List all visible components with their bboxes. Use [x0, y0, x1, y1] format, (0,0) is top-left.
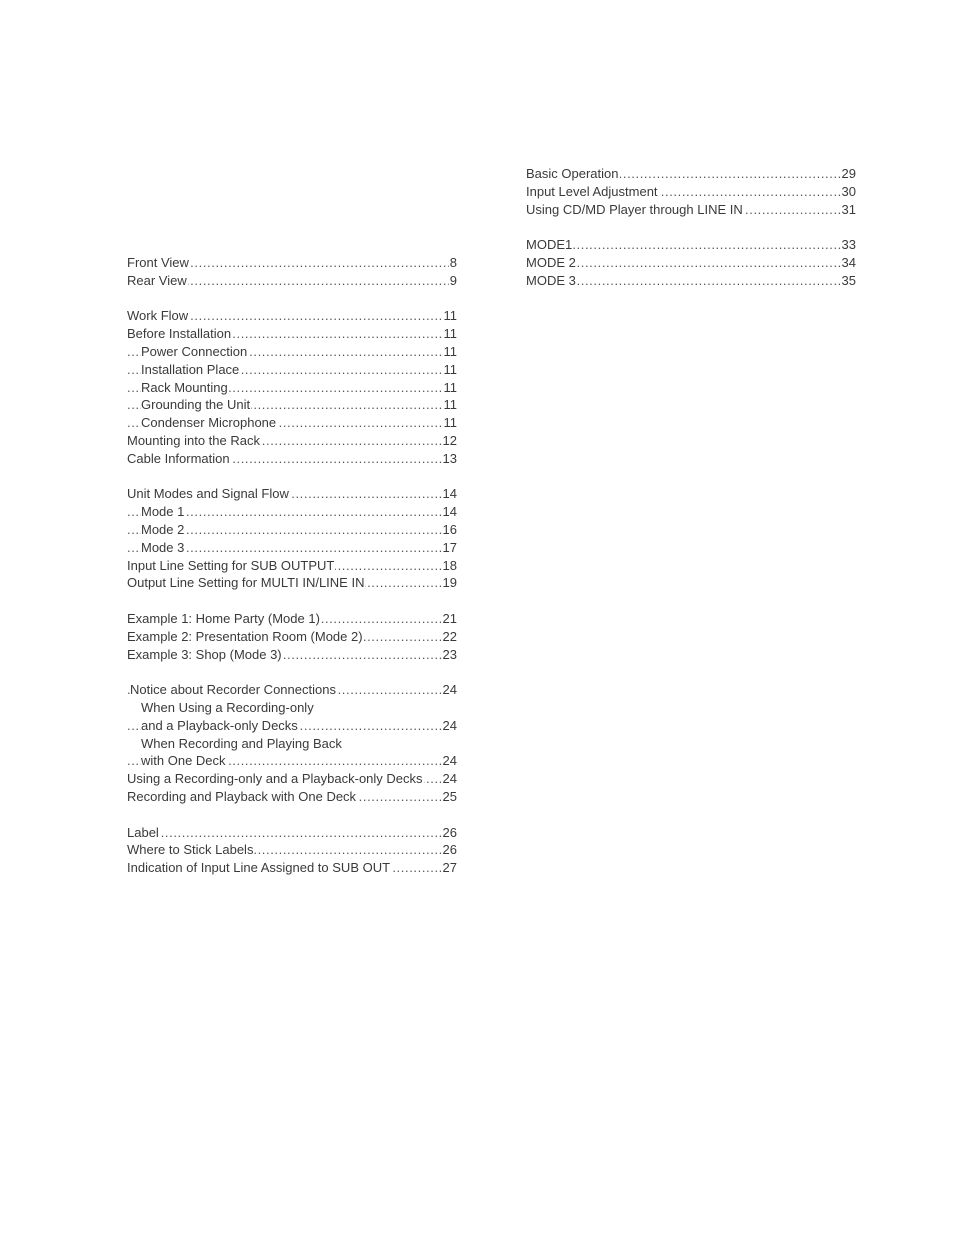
toc-page-number: 13: [442, 450, 457, 466]
toc-page-number: 25: [442, 788, 457, 804]
toc-page-number: 34: [841, 254, 856, 270]
toc-page-number: 35: [841, 272, 856, 288]
toc-entry-title: Condenser Microphone: [141, 415, 277, 431]
toc-entry-recording-and-playback-with-one-deck[interactable]: [127, 788, 457, 806]
toc-entry-input-level-adjustment[interactable]: [526, 183, 856, 201]
toc-page-number: 26: [442, 824, 457, 840]
toc-entry-using-a-recording-only-and-a-playback-only-decks[interactable]: [127, 770, 457, 788]
toc-group: [526, 165, 856, 218]
toc-page-number: 11: [443, 379, 457, 395]
toc-entry-example-3-shop-mode-3[interactable]: [127, 646, 457, 664]
toc-entry-condenser-microphone[interactable]: [127, 414, 457, 432]
toc-group: [526, 236, 856, 289]
toc-entry-title: Rack Mounting: [141, 379, 228, 395]
toc-entry-rack-mounting[interactable]: [127, 379, 457, 397]
toc-entry-when-recording-and-playing-back[interactable]: [127, 735, 457, 753]
toc-entry-mode-3[interactable]: [127, 539, 457, 557]
toc-entry-when-using-a-recording-only[interactable]: [127, 699, 457, 717]
toc-entry-basic-operation[interactable]: [526, 165, 856, 183]
toc-page-number: 11: [443, 308, 457, 324]
toc-entry-title: Using CD/MD Player through LINE IN: [526, 201, 743, 217]
toc-page-number: 24: [442, 753, 457, 769]
toc-entry-title: Grounding the Unit: [141, 397, 251, 413]
toc-entry-title: Mode 2: [141, 521, 185, 537]
toc-page-number: 23: [442, 646, 457, 662]
toc-entry-title: MODE1: [526, 237, 573, 253]
toc-entry-grounding-the-unit[interactable]: [127, 396, 457, 414]
toc-entry-using-cd-md-player-through-line-in[interactable]: [526, 201, 856, 219]
toc-entry-title: Input Level Adjustment: [526, 183, 658, 199]
toc-entry-title: and a Playback-only Decks: [141, 717, 298, 733]
toc-page-number: 33: [841, 237, 856, 253]
toc-entry-title: Example 3: Shop (Mode 3): [127, 646, 282, 662]
toc-entry-rear-view[interactable]: [127, 272, 457, 290]
toc-page-number: 11: [443, 326, 457, 342]
toc-page-number: 21: [442, 610, 457, 626]
toc-entry-front-view[interactable]: [127, 254, 457, 272]
toc-entry-title: Where to Stick Labels: [127, 842, 254, 858]
toc-entry-mounting-into-the-rack[interactable]: [127, 432, 457, 450]
toc-page-number: 9: [449, 272, 457, 288]
toc-page-number: 11: [443, 343, 457, 359]
toc-entry-output-line-setting-for-multi-in-line-in[interactable]: [127, 574, 457, 592]
toc-page-number: 26: [442, 842, 457, 858]
toc-page-number: 27: [442, 860, 457, 876]
toc-entry-indication-of-input-line-assigned-to-sub-out[interactable]: [127, 859, 457, 877]
toc-entry-mode-2[interactable]: [526, 254, 856, 272]
toc-group: [127, 254, 457, 290]
toc-entry-notice-about-recorder-connections[interactable]: [127, 681, 457, 699]
toc-page-number: 22: [442, 628, 457, 644]
toc-entry-title: Output Line Setting for MULTI IN/LINE IN: [127, 575, 365, 591]
toc-page-number: 29: [841, 166, 856, 181]
toc-entry-title: Indication of Input Line Assigned to SUB OUT: [127, 860, 391, 876]
toc-entry-example-2-presentation-room-mode-2[interactable]: [127, 628, 457, 646]
toc-page-number: 16: [442, 521, 457, 537]
toc-entry-title: When Using a Recording-only: [141, 699, 314, 715]
toc-entry-title: Power Connection: [141, 343, 248, 359]
toc-page-number: 24: [442, 682, 457, 698]
toc-page-number: 14: [442, 504, 457, 520]
toc-entry-title: Unit Modes and Signal Flow: [127, 486, 289, 502]
toc-entry-work-flow[interactable]: [127, 307, 457, 325]
toc-entry-title: Mode 1: [141, 504, 185, 520]
toc-entry-title: Notice about Recorder Connections: [130, 682, 336, 698]
toc-entry-title: Installation Place: [141, 361, 240, 377]
toc-entry-mode-1[interactable]: [127, 503, 457, 521]
toc-page-number: 18: [442, 557, 457, 573]
toc-entry-title: Cable Information: [127, 450, 230, 466]
toc-entry-mode1[interactable]: [526, 236, 856, 254]
toc-entry-title: Recording and Playback with One Deck: [127, 788, 357, 804]
toc-entry-title: MODE 2: [526, 254, 576, 270]
toc-entry-title: Before Installation: [127, 326, 232, 342]
toc-page-number: 24: [442, 771, 457, 787]
toc-group: [127, 681, 457, 806]
toc-left-column: [127, 254, 457, 895]
toc-right-column: [526, 165, 856, 307]
toc-group: [127, 824, 457, 877]
toc-page-number: 11: [443, 361, 457, 377]
toc-entry-title: When Recording and Playing Back: [141, 735, 342, 751]
toc-entry-title: Example 1: Home Party (Mode 1): [127, 610, 320, 626]
toc-entry-installation-place[interactable]: [127, 361, 457, 379]
toc-page-number: 11: [443, 397, 457, 413]
toc-entry-unit-modes-and-signal-flow[interactable]: [127, 485, 457, 503]
toc-entry-cable-information[interactable]: [127, 450, 457, 468]
toc-entry-title: Input Line Setting for SUB OUTPUT: [127, 557, 335, 573]
toc-page-number: 19: [442, 575, 457, 591]
toc-entry-power-connection[interactable]: [127, 343, 457, 361]
toc-entry-title: with One Deck: [141, 753, 226, 769]
toc-page-number: 11: [443, 415, 457, 431]
toc-entry-with-one-deck[interactable]: [127, 752, 457, 770]
toc-group: [127, 610, 457, 663]
toc-entry-title: Front View: [127, 255, 189, 270]
toc-entry-example-1-home-party-mode-1[interactable]: [127, 610, 457, 628]
toc-page-number: 8: [449, 255, 457, 270]
toc-page-number: 31: [841, 201, 856, 217]
toc-entry-title: Work Flow: [127, 308, 189, 324]
toc-entry-label[interactable]: [127, 824, 457, 842]
toc-entry-title: Mounting into the Rack: [127, 432, 260, 448]
toc-entry-title: MODE 3: [526, 272, 576, 288]
toc-entry-title: Using a Recording-only and a Playback-only Decks: [127, 771, 423, 787]
toc-entry-input-line-setting-for-sub-output[interactable]: [127, 557, 457, 575]
toc-page-number: 12: [442, 432, 457, 448]
toc-entry-title: Basic Operation: [526, 166, 619, 181]
toc-page-number: 14: [442, 486, 457, 502]
toc-page-number: 24: [442, 717, 457, 733]
toc-entry-mode-3[interactable]: [526, 272, 856, 290]
toc-page-number: 30: [841, 183, 856, 199]
toc-entry-title: Example 2: Presentation Room (Mode 2): [127, 628, 363, 644]
toc-entry-mode-2[interactable]: [127, 521, 457, 539]
toc-entry-before-installation[interactable]: [127, 325, 457, 343]
toc-group: [127, 485, 457, 592]
toc-entry-and-a-playback-only-decks[interactable]: [127, 717, 457, 735]
toc-entry-title: Mode 3: [141, 539, 185, 555]
toc-entry-where-to-stick-labels[interactable]: [127, 841, 457, 859]
toc-group: [127, 307, 457, 467]
toc-entry-title: Rear View: [127, 272, 187, 288]
toc-page-number: 17: [442, 539, 457, 555]
toc-entry-title: Label: [127, 824, 159, 840]
